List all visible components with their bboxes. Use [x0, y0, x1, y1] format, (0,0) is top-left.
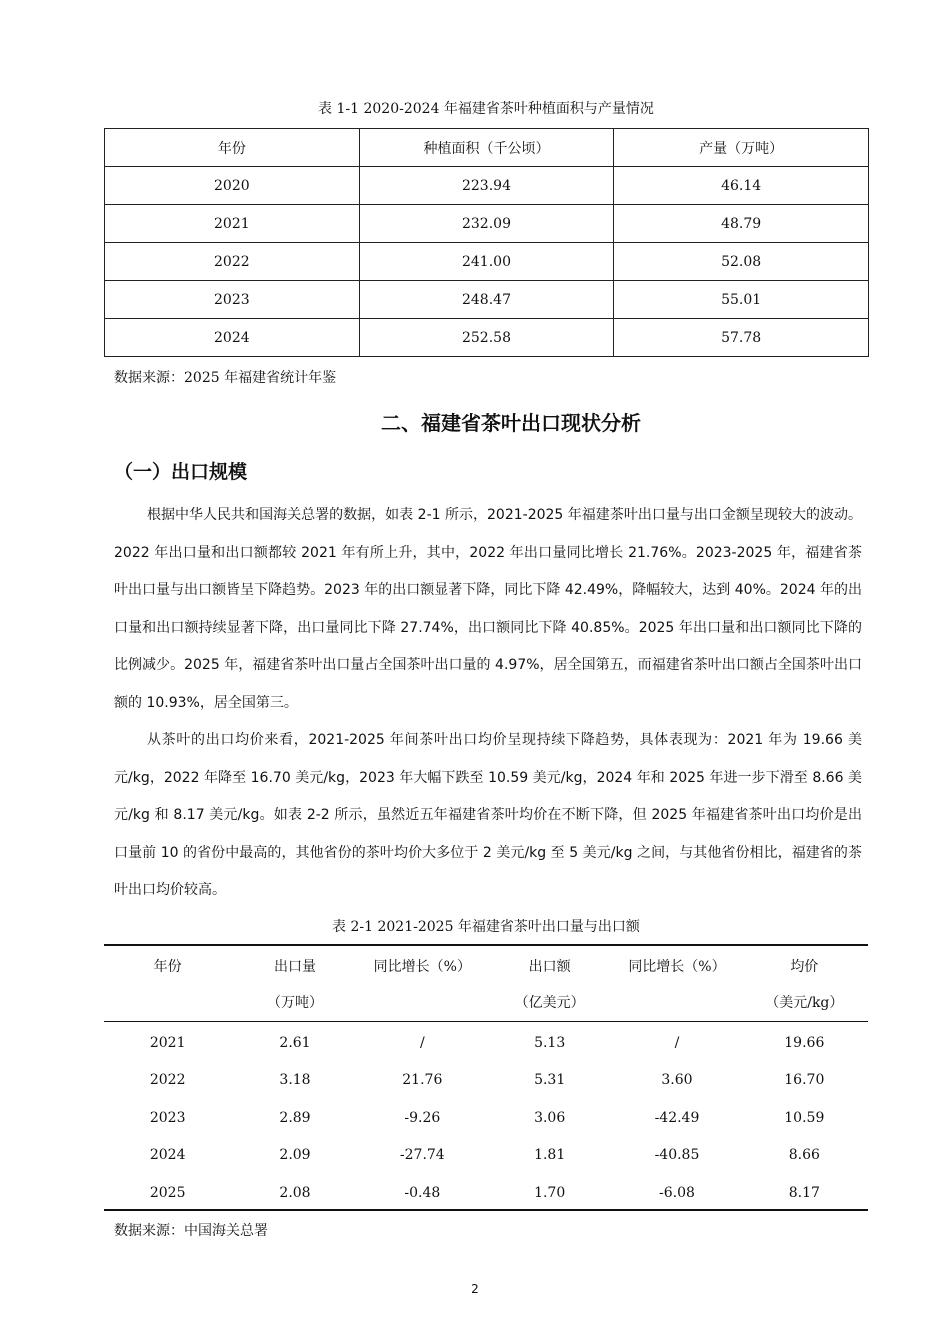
table-cell: 52.08 [614, 243, 869, 281]
table-1-header-output: 产量（万吨） [614, 129, 869, 167]
table-2-unit [359, 984, 486, 1020]
table-row [104, 1062, 868, 1100]
table-row [105, 281, 869, 319]
table-cell: 2022 [105, 243, 360, 281]
table-cell: 241.00 [359, 243, 614, 281]
table-cell: / [674, 1034, 680, 1051]
table-2-source-note: 数据来源：中国海关总署 [114, 1223, 268, 1239]
table-2-caption: 表 2-1 2021-2025 年福建省茶叶出口量与出口额 [332, 919, 640, 935]
table-cell: 48.79 [614, 205, 869, 243]
table-cell: 55.01 [614, 281, 869, 319]
table-2-unit: （美元/kg） [765, 995, 844, 1011]
table-2-top-rule [104, 944, 868, 946]
table-2-unit: （万吨） [266, 995, 323, 1011]
table-cell: 2.61 [279, 1034, 311, 1051]
table-1-planting-area-output [104, 128, 869, 357]
table-cell: 16.70 [784, 1072, 825, 1089]
table-cell: 2020 [105, 167, 360, 205]
table-cell: 3.18 [279, 1072, 311, 1089]
table-row [105, 319, 869, 357]
table-1-header-row [105, 129, 869, 167]
table-cell: 252.58 [359, 319, 614, 357]
table-2-header-avg-price: 均价 [790, 959, 819, 975]
table-cell: 3.60 [661, 1072, 693, 1089]
table-2-header-volume: 出口量 [273, 959, 316, 975]
table-cell: 1.70 [534, 1184, 566, 1201]
subsection-title: （一）出口规模 [114, 461, 248, 483]
table-cell: 2023 [149, 1109, 186, 1126]
table-cell: -42.49 [654, 1109, 700, 1126]
table-cell: 2025 [149, 1184, 186, 1201]
table-2-export-volume-value [104, 948, 868, 1212]
body-paragraph-export-price: 从茶叶的出口均价来看，2021-2025 年间茶叶出口均价呈现持续下降趋势，具体表现为：2021 年为 19.66 美元/kg，2022 年降至 16.70 美元/kg，2023 年大幅下跌至 10.59 美元/kg，2024 年和 2025 年进一步下滑至 8.66 美元/kg 和 8.17 美元/kg。如表 2-2 所示，虽然近五年福建省茶叶均价在不断下降，但 2025 年福建省茶叶出口均价是出口量前 10 的省份中最高的，其他省份的茶叶均价大多位于 2 美元/kg 至 5 美元/kg 之间，与其他省份相比，福建省的茶叶出口均价较高。 [114, 732, 862, 899]
table-row [105, 167, 869, 205]
table-row [104, 1020, 868, 1062]
table-cell: -9.26 [404, 1109, 441, 1126]
table-cell: / [419, 1034, 425, 1051]
table-2-unit: （亿美元） [514, 995, 585, 1011]
page-number: 2 [471, 1282, 479, 1296]
table-cell: 2024 [105, 319, 360, 357]
table-cell: 8.17 [788, 1184, 820, 1201]
table-cell: 5.31 [534, 1072, 566, 1089]
body-paragraph-export-scale: 根据中华人民共和国海关总署的数据，如表 2-1 所示，2021-2025 年福建茶叶出口量与出口金额呈现较大的波动。2022 年出口量和出口额都较 2021 年有所上升，其中，2022 年出口量同比增长 21.76%。2023-2025 年，福建省茶叶出口量与出口额皆呈下降趋势。2023 年的出口额显著下降，同比下降 42.49%，降幅较大，达到 40%。2024 年的出口量和出口额持续显著下降，出口量同比下降 27.74%，出口额同比下降 40.85%。2025 年出口量和出口额同比下降的比例减少。2025 年，福建省茶叶出口量占全国茶叶出口量的 4.97%，居全国第五，而福建省茶叶出口额占全国茶叶出口额的 10.93%，居全国第三。 [114, 507, 862, 711]
table-2-header-value-growth: 同比增长（%） [628, 959, 726, 975]
table-cell: -27.74 [399, 1147, 445, 1164]
table-cell: 2.89 [279, 1109, 311, 1126]
table-2-header-row [104, 948, 868, 984]
table-1-source-note: 数据来源：2025 年福建省统计年鉴 [114, 370, 337, 386]
table-cell: 2024 [149, 1147, 186, 1164]
table-row [105, 205, 869, 243]
table-cell: -40.85 [654, 1147, 700, 1164]
table-1-header-area: 种植面积（千公顷） [359, 129, 614, 167]
table-1-caption: 表 1-1 2020-2024 年福建省茶叶种植面积与产量情况 [318, 101, 654, 117]
table-cell: 1.81 [534, 1147, 566, 1164]
table-cell: 57.78 [614, 319, 869, 357]
table-row [105, 243, 869, 281]
table-2-header-value: 出口额 [528, 959, 571, 975]
table-cell: 2022 [149, 1072, 186, 1089]
table-cell: 2023 [105, 281, 360, 319]
table-2-unit [104, 984, 231, 1020]
table-cell: 2.09 [279, 1147, 311, 1164]
table-row [104, 1174, 868, 1212]
table-cell: 2.08 [279, 1184, 311, 1201]
table-cell: 21.76 [402, 1072, 443, 1089]
table-2-unit [613, 984, 740, 1020]
table-cell: 3.06 [534, 1109, 566, 1126]
table-cell: 8.66 [788, 1147, 820, 1164]
table-cell: 248.47 [359, 281, 614, 319]
table-cell: 5.13 [534, 1034, 566, 1051]
table-cell: 232.09 [359, 205, 614, 243]
table-cell: 10.59 [784, 1109, 825, 1126]
table-cell: -6.08 [659, 1184, 695, 1201]
table-cell: 19.66 [784, 1034, 825, 1051]
table-2-header-volume-growth: 同比增长（%） [373, 959, 471, 975]
table-cell: 2021 [149, 1034, 186, 1051]
table-cell: 223.94 [359, 167, 614, 205]
table-row [104, 1137, 868, 1175]
section-title: 二、福建省茶叶出口现状分析 [381, 411, 641, 435]
table-cell: -0.48 [404, 1184, 441, 1201]
table-2-units-row [104, 984, 868, 1020]
table-row [104, 1099, 868, 1137]
table-cell: 2021 [105, 205, 360, 243]
table-1-header-year: 年份 [105, 129, 360, 167]
table-2-header-year: 年份 [153, 959, 182, 975]
table-cell: 46.14 [614, 167, 869, 205]
